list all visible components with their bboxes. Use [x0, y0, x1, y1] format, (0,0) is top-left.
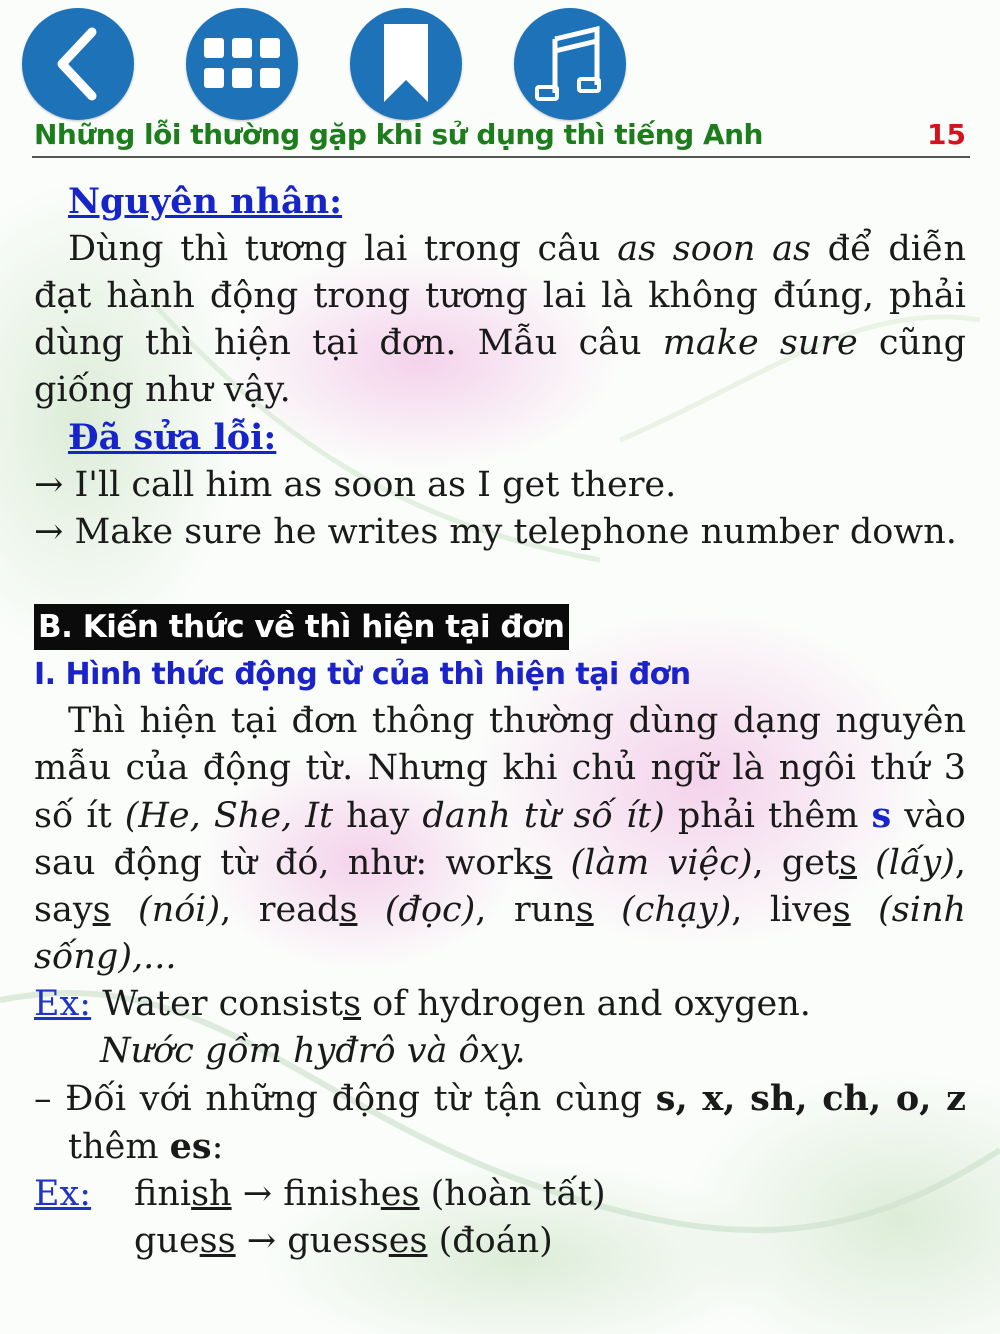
- fix-example-1: → I'll call him as soon as I get there.: [34, 465, 677, 505]
- back-button[interactable]: [22, 8, 134, 120]
- grid-icon: [204, 38, 280, 90]
- rule-line-3: số ít (He, She, It hay danh từ số ít) phải thêm s vào: [34, 795, 966, 836]
- rule-line-6: sống),...: [34, 937, 177, 977]
- section-b-subtitle-line: [34, 650, 966, 698]
- music-note-icon: [535, 25, 605, 103]
- rule-line-1: Thì hiện tại đơn thông thường dùng dạng nguyên: [68, 701, 966, 741]
- section-b-title-line: [34, 603, 966, 650]
- chevron-left-icon: [48, 24, 108, 104]
- cause-line-2: đạt hành động trong tương lai là không đúng, phải: [34, 276, 966, 316]
- example-2-row-2: guess → guesses (đoán): [134, 1221, 553, 1261]
- fix-heading: Đã sửa lỗi:: [68, 417, 277, 458]
- book-title: Những lỗi thường gặp khi sử dụng thì tiếng Anh: [34, 118, 763, 151]
- cause-line-1: Dùng thì tương lai trong câu as soon as để diễn: [68, 229, 966, 269]
- menu-grid-button[interactable]: [186, 8, 298, 120]
- section-b-subtitle: I. Hình thức động từ của thì hiện tại đơn: [34, 657, 691, 692]
- fix-example-2: → Make sure he writes my telephone number down.: [34, 512, 957, 552]
- rule-line-5: says (nói), reads (đọc), runs (chạy), lives (sinh: [34, 890, 967, 930]
- bookmark-button[interactable]: [350, 8, 462, 120]
- example-1-translation: Nước gồm hyđrô và ôxy.: [100, 1031, 526, 1071]
- page-number: 15: [927, 118, 966, 151]
- fix-heading-line: [34, 414, 966, 462]
- page-content: [34, 178, 966, 1265]
- cause-heading-line: [34, 178, 966, 226]
- example-1: Ex: Water consists of hydrogen and oxygen.: [34, 984, 811, 1024]
- audio-button[interactable]: [514, 8, 626, 120]
- example-2-row-1: Ex: finish → finishes (hoàn tất): [34, 1171, 966, 1218]
- cause-line-3: dùng thì hiện tại đơn. Mẫu câu make sure cũng: [34, 323, 967, 363]
- spacer: [34, 556, 966, 603]
- page-header: [32, 118, 970, 158]
- es-rule-line-2: thêm es:: [68, 1126, 224, 1167]
- rule-line-4: sau động từ đó, như: works (làm việc), gets (lấy),: [34, 843, 967, 883]
- section-b-title: B. Kiến thức về thì hiện tại đơn: [34, 604, 569, 650]
- example-label: Ex:: [34, 984, 92, 1024]
- rule-line-2: mẫu của động từ. Nhưng khi chủ ngữ là ngôi thứ 3: [34, 748, 966, 788]
- cause-line-4: giống như vậy.: [34, 370, 291, 410]
- bookmark-icon: [380, 22, 432, 106]
- es-rule-line-1: – Đối với những động từ tận cùng s, x, sh, ch, o, z: [34, 1078, 966, 1119]
- example-label: Ex:: [34, 1174, 92, 1214]
- cause-heading: Nguyên nhân:: [68, 181, 343, 222]
